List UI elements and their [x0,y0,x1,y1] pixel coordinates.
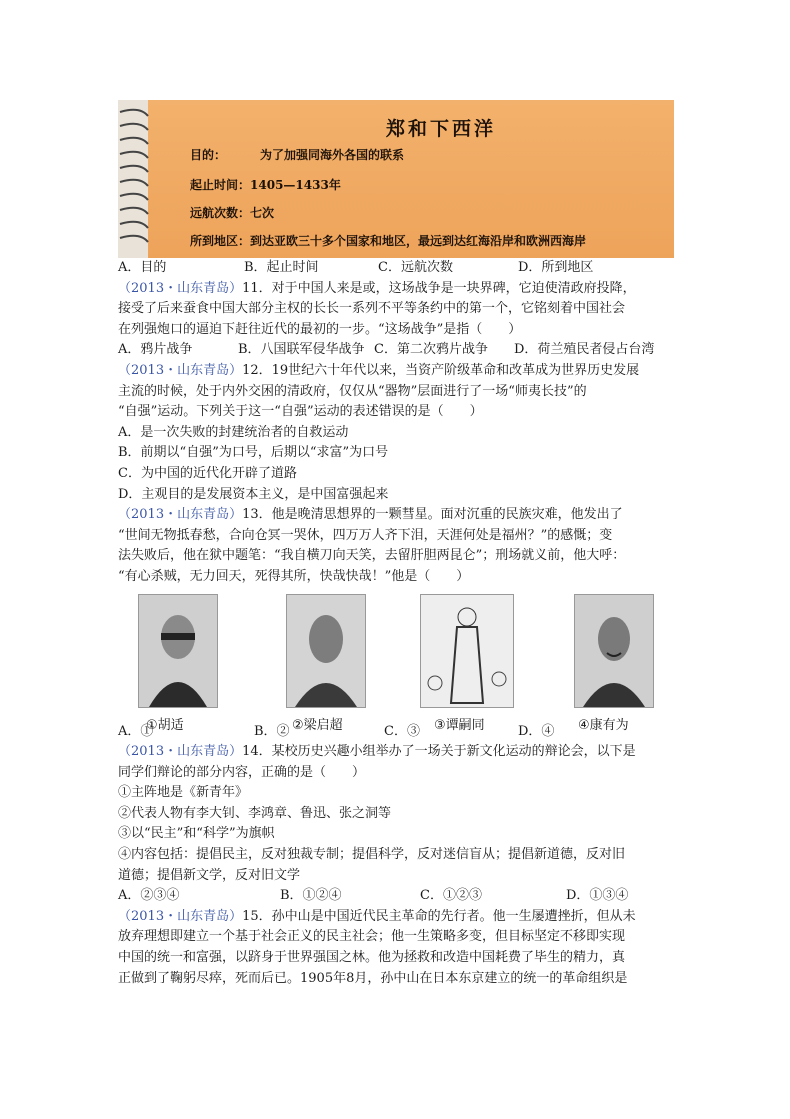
question-source: （2013・山东青岛） [118,507,243,523]
question-source: （2013・山东青岛） [118,908,243,924]
option: C．为中国的近代化开辟了道路 [118,465,297,481]
question-text: 14．某校历史兴趣小组举办了一场关于新文化运动的辩论会，以下是 [242,744,636,760]
question-text: 主流的时候，处于内外交困的清政府，仅仅从“器物”层面进行了一场“师夷长技”的 [118,383,587,399]
option: D．主观目的是发展资本主义，是中国富强起来 [118,486,389,502]
question-15 [118,907,674,989]
question-text: 12．19世纪六十年代以来，当资产阶级革命和改革成为世界历史发展 [242,362,640,378]
option: B．② [254,723,290,739]
option: A．是一次失败的封建统治者的自救运动 [118,424,349,440]
question-text: 在列强炮口的逼迫下赶往近代的最初的一步。“这场战争”是指（ ） [118,321,522,337]
option: C．③ [384,723,420,739]
option: A．鸦片战争 [118,342,193,358]
card-title: 郑和下西洋 [385,118,496,140]
option: D．④ [518,723,555,739]
question-14 [118,742,674,907]
question-source: （2013・山东青岛） [118,362,243,378]
question-text: 法失败后，他在狱中题笔：“我自横刀向天笑，去留肝胆两昆仑”；刑场就义前，他大呼： [118,548,626,564]
q10-options [118,258,674,279]
document-page [118,100,674,989]
card-row-regions: 所到地区：到达亚欧三十多个国家和地区，最远到达红海沿岸和欧洲西海岸 [190,234,587,248]
portrait-caption: ②梁启超 [292,717,343,733]
option: C．①②③ [420,888,482,904]
portrait-caption: ③谭嗣同 [434,717,485,733]
portrait-caption: ①胡适 [146,717,184,733]
option: A．②③④ [118,888,180,904]
question-text: 放弃理想即建立一个基于社会正义的民主社会；他一生策略多变，但目标坚定不移即实现 [118,929,626,945]
option: D．①③④ [566,888,629,904]
option: B．八国联军侵华战争 [238,342,365,358]
question-text: ④内容包括：提倡民主，反对独裁专制；提倡科学，反对迷信盲从；提倡新道德，反对旧 [118,847,626,863]
question-text: 11．对于中国人来是或，这场战争是一块界碑，它迫使清政府投降， [242,280,636,296]
question-source: （2013・山东青岛） [118,280,243,296]
question-text: ①主阵地是《新青年》 [118,785,249,801]
card-row-purpose: 目的： 为了加强同海外各国的联系 [190,148,405,162]
zheng-he-notebook-card [118,100,674,258]
option: D．荷兰殖民者侵占台湾 [514,342,655,358]
question-text: 同学们辩论的部分内容，正确的是（ ） [118,764,366,780]
card-row-dates: 起止时间：1405—1433年 [190,178,341,192]
q11-options [118,340,674,361]
q14-options [118,886,674,907]
question-text: “自强”运动。下列关于这一“自强”运动的表述错误的是（ ） [118,404,483,420]
question-text: ②代表人物有李大钊、李鸿章、鲁迅、张之洞等 [118,805,392,821]
portrait-hu-shi-image [138,594,218,708]
question-source: （2013・山东青岛） [118,744,243,760]
question-text: 15．孙中山是中国近代民主革命的先行者。他一生屡遭挫折，但从未 [242,908,636,924]
option: A．① [118,723,154,739]
option: B．①②④ [280,888,342,904]
question-11 [118,279,674,361]
question-text: 中国的统一和富强，以跻身于世界强国之林。他为拯救和改造中国耗费了毕生的精力，真 [118,950,626,966]
question-text: 接受了后来蚕食中国大部分主权的长长一系列不平等条约中的第一个，它铭刻着中国社会 [118,301,626,317]
option: B．前期以“自强”为口号，后期以“求富”为口号 [118,445,389,461]
option: C．第二次鸦片战争 [374,342,488,358]
question-text: 13．他是晚清思想界的一颗彗星。面对沉重的民族灾难，他发出了 [242,507,623,523]
question-13 [118,505,674,742]
portrait-kang-youwei-image [574,594,654,708]
card-row-voyages: 远航次数：七次 [190,206,275,220]
option: D．所到地区 [518,260,594,275]
portrait-liang-qichao-image [286,594,366,708]
portrait-caption: ④康有为 [578,717,629,733]
option: A．目的 [118,260,167,275]
question-12 [118,361,674,505]
question-text: “世间无物抵春愁，合向仓冥一哭休，四万万人齐下泪，天涯何处是福州？”的感慨；变 [118,527,613,543]
question-text: 正做到了鞠躬尽瘁，死而后已。1905年8月，孙中山在日本东京建立的统一的革命组织是 [118,970,628,986]
question-text: “有心杀贼，无力回天，死得其所，快哉快哉！”他是（ ） [118,568,470,584]
question-text: ③以“民主”和“科学”为旗帜 [118,826,275,842]
portrait-row [118,594,674,734]
portrait-tan-sitong-illustration [420,594,514,708]
option: C．远航次数 [378,260,453,275]
question-text: 道德；提倡新文学，反对旧文学 [118,867,301,883]
option: B．起止时间 [244,260,319,275]
